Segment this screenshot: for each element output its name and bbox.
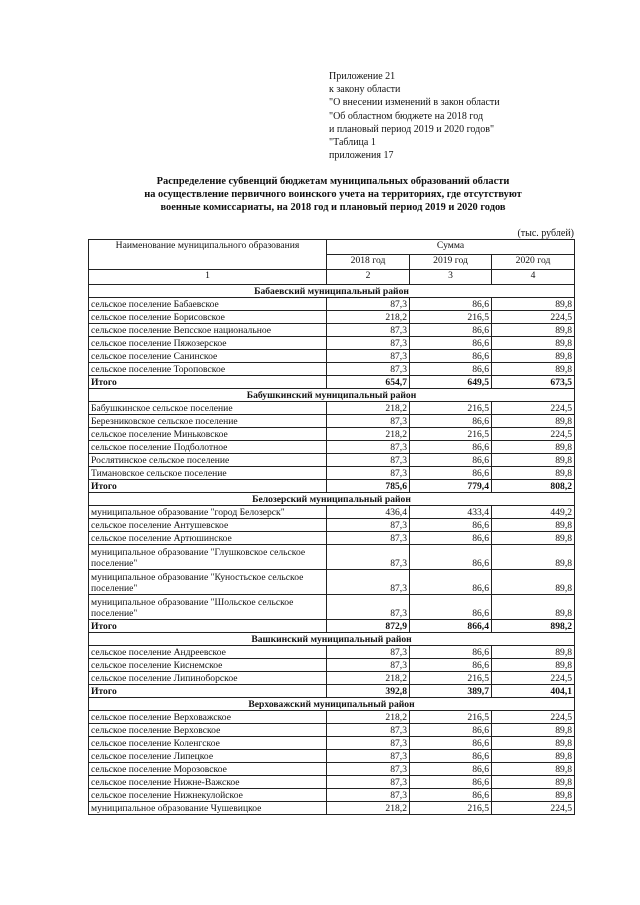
value-2018: 218,2 — [327, 402, 410, 415]
value-2018: 87,3 — [327, 324, 410, 337]
value-2018: 87,3 — [327, 298, 410, 311]
value-2020: 89,8 — [492, 545, 575, 570]
value-2020: 224,5 — [492, 711, 575, 724]
municipality-name: муниципальное образование "Глушковское сельское поселение" — [89, 545, 327, 570]
total-row — [89, 480, 575, 493]
table-row — [89, 711, 575, 724]
value-2020: 808,2 — [492, 480, 575, 493]
municipality-name: сельское поселение Артюшинское — [89, 532, 327, 545]
table-row — [89, 402, 575, 415]
table-row — [89, 724, 575, 737]
table-row — [89, 532, 575, 545]
municipality-name: сельское поселение Верховажское — [89, 711, 327, 724]
municipality-name: сельское поселение Коленгское — [89, 737, 327, 750]
municipality-name: сельское поселение Киснемское — [89, 659, 327, 672]
value-2019: 86,6 — [410, 532, 492, 545]
value-2019: 216,5 — [410, 802, 492, 815]
value-2020: 89,8 — [492, 454, 575, 467]
value-2018: 87,3 — [327, 350, 410, 363]
total-row — [89, 685, 575, 698]
municipality-name: сельское поселение Верховское — [89, 724, 327, 737]
table-row — [89, 311, 575, 324]
value-2020: 89,8 — [492, 467, 575, 480]
value-2020: 224,5 — [492, 428, 575, 441]
district-name: Верховажский муниципальный район — [89, 698, 575, 711]
municipality-name: сельское поселение Борисовское — [89, 311, 327, 324]
value-2019: 86,6 — [410, 454, 492, 467]
value-2019: 389,7 — [410, 685, 492, 698]
column-number: 4 — [492, 270, 575, 285]
table-row — [89, 646, 575, 659]
value-2019: 86,6 — [410, 595, 492, 620]
value-2019: 433,4 — [410, 506, 492, 519]
municipality-name: муниципальное образование "город Белозерск" — [89, 506, 327, 519]
value-2019: 86,6 — [410, 350, 492, 363]
value-2018: 87,3 — [327, 545, 410, 570]
appendix-line: и плановый период 2019 и 2020 годов" — [329, 123, 495, 135]
value-2018: 87,3 — [327, 659, 410, 672]
table-row — [89, 441, 575, 454]
value-2020: 89,8 — [492, 415, 575, 428]
column-number: 1 — [89, 270, 327, 285]
value-2019: 86,6 — [410, 646, 492, 659]
header-year-2019: 2019 год — [410, 255, 492, 270]
district-name: Бабаевский муниципальный район — [89, 285, 575, 298]
table-row — [89, 763, 575, 776]
table-row — [89, 672, 575, 685]
table-row — [89, 776, 575, 789]
value-2019: 86,6 — [410, 545, 492, 570]
value-2018: 87,3 — [327, 519, 410, 532]
value-2020: 89,8 — [492, 298, 575, 311]
value-2019: 216,5 — [410, 311, 492, 324]
value-2020: 89,8 — [492, 724, 575, 737]
value-2018: 87,3 — [327, 737, 410, 750]
municipality-name: сельское поселение Нижнекулойское — [89, 789, 327, 802]
value-2020: 89,8 — [492, 595, 575, 620]
header-sum: Сумма — [327, 240, 575, 255]
value-2020: 89,8 — [492, 532, 575, 545]
district-header-row — [89, 389, 575, 402]
value-2018: 87,3 — [327, 532, 410, 545]
total-row — [89, 376, 575, 389]
value-2019: 216,5 — [410, 428, 492, 441]
value-2019: 86,6 — [410, 737, 492, 750]
value-2020: 224,5 — [492, 311, 575, 324]
district-header-row — [89, 633, 575, 646]
municipality-name: Итого — [89, 480, 327, 493]
value-2018: 87,3 — [327, 441, 410, 454]
municipality-name: Итого — [89, 620, 327, 633]
value-2018: 87,3 — [327, 454, 410, 467]
value-2019: 649,5 — [410, 376, 492, 389]
value-2019: 86,6 — [410, 763, 492, 776]
value-2018: 218,2 — [327, 311, 410, 324]
appendix-line: приложения 17 — [329, 150, 394, 162]
table-row — [89, 570, 575, 595]
value-2018: 87,3 — [327, 763, 410, 776]
value-2018: 654,7 — [327, 376, 410, 389]
value-2018: 436,4 — [327, 506, 410, 519]
municipality-name: сельское поселение Морозовское — [89, 763, 327, 776]
table-row — [89, 337, 575, 350]
value-2020: 89,8 — [492, 776, 575, 789]
municipality-name: муниципальное образование "Шольское сельское поселение" — [89, 595, 327, 620]
table-row — [89, 324, 575, 337]
value-2020: 224,5 — [492, 672, 575, 685]
district-header-row — [89, 285, 575, 298]
header-name: Наименование муниципального образования — [89, 240, 327, 270]
municipality-name: Итого — [89, 376, 327, 389]
value-2018: 218,2 — [327, 672, 410, 685]
value-2019: 86,6 — [410, 776, 492, 789]
municipality-name: муниципальное образование Чушевицкое — [89, 802, 327, 815]
municipality-name: сельское поселение Бабаевское — [89, 298, 327, 311]
value-2018: 785,6 — [327, 480, 410, 493]
municipality-name: муниципальное образование "Куностьское сельское поселение" — [89, 570, 327, 595]
value-2019: 86,6 — [410, 750, 492, 763]
value-2019: 779,4 — [410, 480, 492, 493]
value-2019: 86,6 — [410, 724, 492, 737]
appendix-line: Приложение 21 — [329, 71, 396, 82]
value-2019: 86,6 — [410, 659, 492, 672]
value-2020: 89,8 — [492, 519, 575, 532]
district-name: Вашкинский муниципальный район — [89, 633, 575, 646]
table-row — [89, 789, 575, 802]
table-row — [89, 750, 575, 763]
municipality-name: сельское поселение Липецкое — [89, 750, 327, 763]
value-2020: 89,8 — [492, 337, 575, 350]
district-header-row — [89, 698, 575, 711]
table-row — [89, 350, 575, 363]
value-2018: 87,3 — [327, 415, 410, 428]
value-2020: 89,8 — [492, 659, 575, 672]
municipality-name: Итого — [89, 685, 327, 698]
title-line: на осуществление первичного воинского учета на территориях, где отсутствуют — [144, 189, 522, 201]
value-2020: 673,5 — [492, 376, 575, 389]
municipality-name: сельское поселение Санинское — [89, 350, 327, 363]
value-2020: 89,8 — [492, 441, 575, 454]
table-row — [89, 545, 575, 570]
value-2018: 87,3 — [327, 363, 410, 376]
appendix-line: "Таблица 1 — [329, 137, 376, 149]
value-2019: 216,5 — [410, 402, 492, 415]
value-2020: 89,8 — [492, 350, 575, 363]
table-row — [89, 298, 575, 311]
municipality-name: Тимановское сельское поселение — [89, 467, 327, 480]
value-2018: 87,3 — [327, 646, 410, 659]
units-label: (тыс. рублей) — [517, 228, 574, 239]
header-year-2020: 2020 год — [492, 255, 575, 270]
subsidy-table — [88, 239, 575, 815]
value-2020: 89,8 — [492, 789, 575, 802]
table-row — [89, 802, 575, 815]
value-2019: 216,5 — [410, 711, 492, 724]
value-2018: 87,3 — [327, 724, 410, 737]
header-year-2018: 2018 год — [327, 255, 410, 270]
value-2019: 86,6 — [410, 363, 492, 376]
document-title — [88, 175, 578, 215]
table-row — [89, 519, 575, 532]
value-2020: 89,8 — [492, 750, 575, 763]
table-row — [89, 595, 575, 620]
value-2018: 218,2 — [327, 711, 410, 724]
value-2020: 89,8 — [492, 324, 575, 337]
value-2019: 86,6 — [410, 337, 492, 350]
value-2020: 89,8 — [492, 763, 575, 776]
municipality-name: сельское поселение Антушевское — [89, 519, 327, 532]
district-header-row — [89, 493, 575, 506]
value-2020: 898,2 — [492, 620, 575, 633]
municipality-name: сельское поселение Нижне-Важское — [89, 776, 327, 789]
value-2018: 87,3 — [327, 595, 410, 620]
appendix-line: "О внесении изменений в закон области — [329, 97, 500, 109]
municipality-name: Березниковское сельское поселение — [89, 415, 327, 428]
table-row — [89, 737, 575, 750]
column-number: 3 — [410, 270, 492, 285]
municipality-name: сельское поселение Тороповское — [89, 363, 327, 376]
municipality-name: сельское поселение Пяжозерское — [89, 337, 327, 350]
total-row — [89, 620, 575, 633]
value-2020: 224,5 — [492, 402, 575, 415]
appendix-line: к закону области — [329, 84, 401, 96]
district-name: Белозерский муниципальный район — [89, 493, 575, 506]
table-row — [89, 415, 575, 428]
appendix-note — [329, 70, 629, 162]
value-2019: 86,6 — [410, 467, 492, 480]
value-2020: 404,1 — [492, 685, 575, 698]
value-2019: 86,6 — [410, 324, 492, 337]
value-2019: 86,6 — [410, 570, 492, 595]
value-2018: 87,3 — [327, 337, 410, 350]
value-2018: 87,3 — [327, 570, 410, 595]
column-number: 2 — [327, 270, 410, 285]
municipality-name: сельское поселение Липиноборское — [89, 672, 327, 685]
value-2020: 89,8 — [492, 737, 575, 750]
value-2018: 87,3 — [327, 776, 410, 789]
municipality-name: сельское поселение Андреевское — [89, 646, 327, 659]
table-row — [89, 363, 575, 376]
value-2018: 872,9 — [327, 620, 410, 633]
value-2019: 866,4 — [410, 620, 492, 633]
value-2018: 218,2 — [327, 428, 410, 441]
value-2020: 449,2 — [492, 506, 575, 519]
table-row — [89, 454, 575, 467]
municipality-name: сельское поселение Вепсское национальное — [89, 324, 327, 337]
value-2019: 86,6 — [410, 441, 492, 454]
municipality-name: сельское поселение Подболотное — [89, 441, 327, 454]
district-name: Бабушкинский муниципальный район — [89, 389, 575, 402]
value-2020: 89,8 — [492, 570, 575, 595]
table-row — [89, 506, 575, 519]
table-row — [89, 428, 575, 441]
value-2019: 86,6 — [410, 415, 492, 428]
municipality-name: Рослятинское сельское поселение — [89, 454, 327, 467]
table-row — [89, 659, 575, 672]
value-2019: 86,6 — [410, 519, 492, 532]
value-2020: 89,8 — [492, 646, 575, 659]
value-2020: 89,8 — [492, 363, 575, 376]
value-2018: 87,3 — [327, 467, 410, 480]
value-2018: 218,2 — [327, 802, 410, 815]
title-line: Распределение субвенций бюджетам муниципальных образований области — [156, 176, 510, 187]
value-2019: 86,6 — [410, 298, 492, 311]
value-2019: 86,6 — [410, 789, 492, 802]
municipality-name: Бабушкинское сельское поселение — [89, 402, 327, 415]
value-2018: 87,3 — [327, 789, 410, 802]
value-2019: 216,5 — [410, 672, 492, 685]
title-line: военные комиссариаты, на 2018 год и плановый период 2019 и 2020 годов — [160, 202, 506, 214]
table-row — [89, 467, 575, 480]
appendix-line: "Об областном бюджете на 2018 год — [329, 110, 484, 122]
municipality-name: сельское поселение Миньковское — [89, 428, 327, 441]
value-2018: 87,3 — [327, 750, 410, 763]
value-2018: 392,8 — [327, 685, 410, 698]
value-2020: 224,5 — [492, 802, 575, 815]
